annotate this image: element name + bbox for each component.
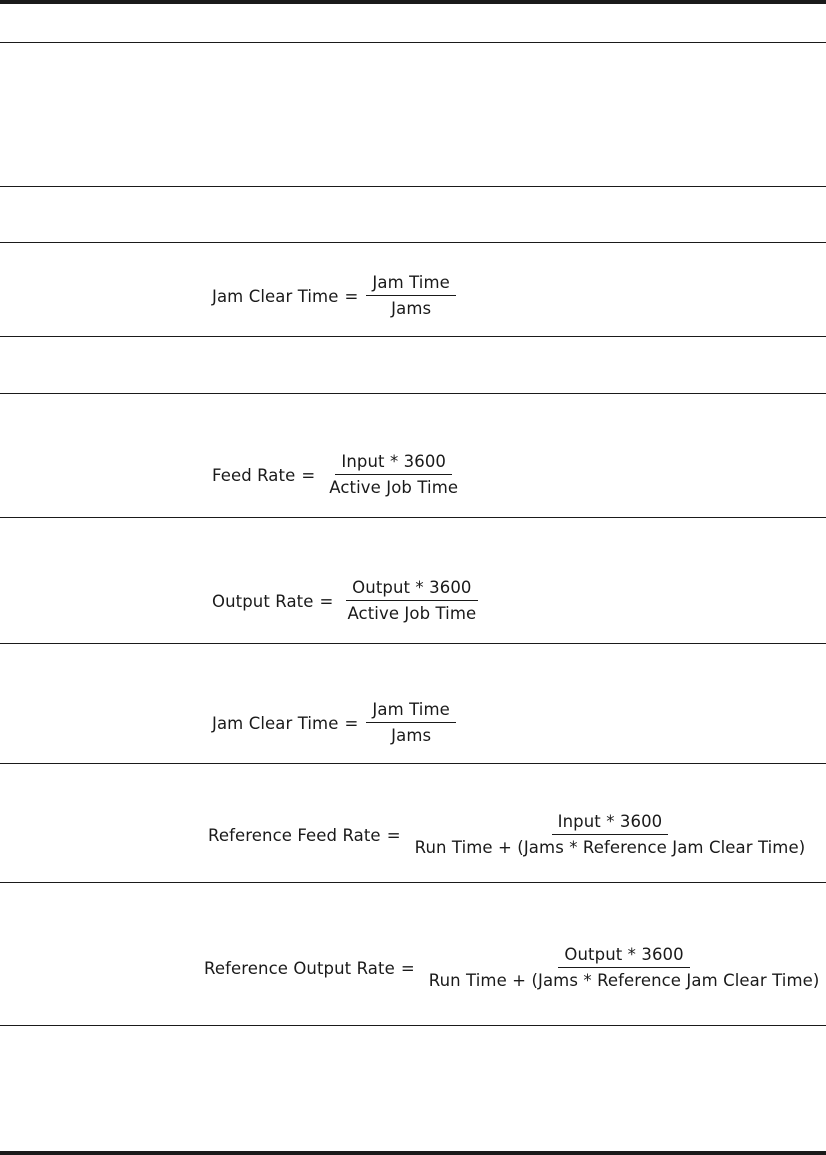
formula-reference-output-rate — [204, 944, 825, 992]
equals-sign: = — [344, 713, 359, 733]
denominator: Run Time + (Jams * Reference Jam Clear Time) — [428, 971, 820, 990]
denominator: Jams — [391, 299, 432, 318]
numerator: Output * 3600 — [558, 944, 689, 968]
table-rule — [0, 763, 826, 764]
formula-jam-clear-time — [212, 699, 456, 747]
formula-label: Feed Rate — [212, 465, 296, 485]
formula-label: Jam Clear Time — [212, 286, 339, 306]
fraction — [423, 944, 826, 992]
fraction — [341, 577, 482, 625]
numerator: Output * 3600 — [346, 577, 477, 601]
fraction — [366, 272, 455, 320]
table-rule — [0, 393, 826, 394]
equals-sign: = — [400, 958, 415, 978]
numerator: Jam Time — [366, 699, 455, 723]
table-rule — [0, 186, 826, 187]
table-rule — [0, 336, 826, 337]
formula-label: Reference Output Rate — [204, 958, 395, 978]
equals-sign: = — [301, 465, 316, 485]
table-rule — [0, 1025, 826, 1026]
fraction — [366, 699, 455, 747]
formula-feed-rate — [212, 451, 464, 499]
equals-sign: = — [319, 591, 334, 611]
denominator: Run Time + (Jams * Reference Jam Clear Time) — [414, 838, 806, 857]
formula-label: Jam Clear Time — [212, 713, 339, 733]
numerator: Input * 3600 — [335, 451, 452, 475]
numerator: Jam Time — [366, 272, 455, 296]
denominator: Active Job Time — [329, 478, 459, 497]
equals-sign: = — [386, 825, 401, 845]
equals-sign: = — [344, 286, 359, 306]
fraction — [323, 451, 464, 499]
formula-output-rate — [212, 577, 482, 625]
table-rule — [0, 517, 826, 518]
denominator: Active Job Time — [347, 604, 477, 623]
formula-reference-feed-rate — [208, 811, 811, 859]
table-rule — [0, 42, 826, 43]
top-border — [0, 0, 826, 4]
table-rule — [0, 643, 826, 644]
fraction — [409, 811, 812, 859]
numerator: Input * 3600 — [552, 811, 669, 835]
formula-label: Output Rate — [212, 591, 314, 611]
formula-label: Reference Feed Rate — [208, 825, 381, 845]
table-rule — [0, 242, 826, 243]
formula-jam-clear-time — [212, 272, 456, 320]
table-rule — [0, 882, 826, 883]
denominator: Jams — [391, 726, 432, 745]
bottom-border — [0, 1151, 826, 1155]
